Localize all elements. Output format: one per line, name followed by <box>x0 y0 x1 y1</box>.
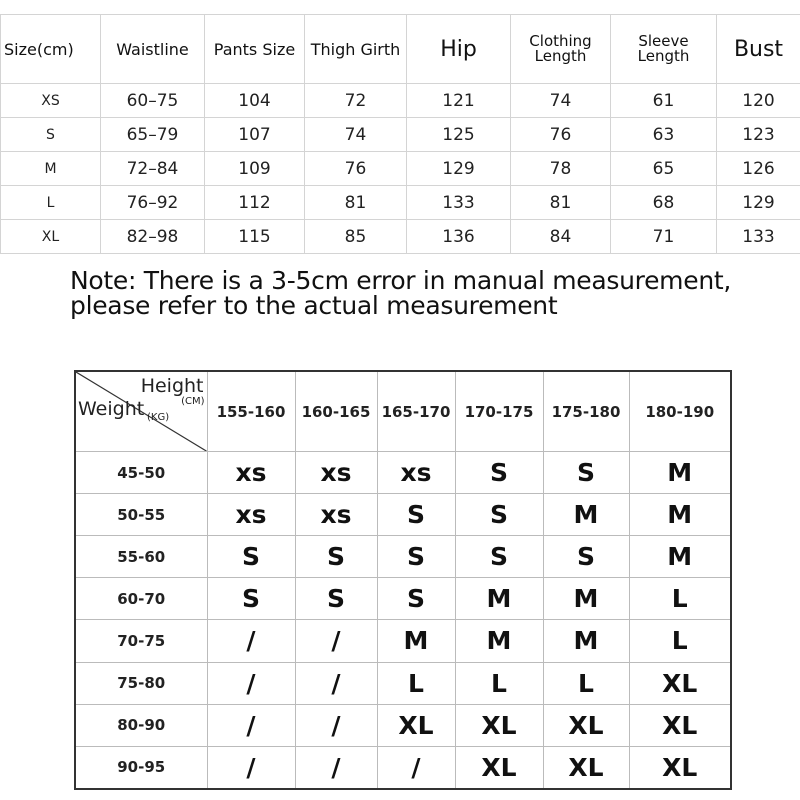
size-label: L <box>1 186 101 220</box>
measurement-cell: 68 <box>611 186 717 220</box>
recommended-size-cell: L <box>455 662 543 704</box>
corner-weight-label: Weight <box>78 398 145 420</box>
measurement-cell: 63 <box>611 118 717 152</box>
recommended-size-cell: S <box>295 578 377 620</box>
corner-height-label: Height <box>140 375 204 397</box>
weight-row <box>75 578 731 620</box>
recommended-size-cell: S <box>207 578 295 620</box>
weight-row <box>75 662 731 704</box>
measurement-cell: 72 <box>305 84 407 118</box>
recommended-size-cell: S <box>455 494 543 536</box>
header-thigh-girth: Thigh Girth <box>305 15 407 84</box>
measurement-cell: 76 <box>511 118 611 152</box>
size-chart-table <box>0 14 800 254</box>
recommended-size-cell: / <box>377 746 455 789</box>
size-label: XL <box>1 220 101 254</box>
size-row <box>1 84 800 118</box>
measurement-cell: 76–92 <box>101 186 205 220</box>
header-clothing-length: Clothing Length <box>511 15 611 84</box>
recommended-size-cell: S <box>455 536 543 578</box>
weight-height-chart <box>74 370 730 790</box>
measurement-cell: 129 <box>407 152 511 186</box>
measurement-cell: 74 <box>511 84 611 118</box>
weight-label: 80-90 <box>75 704 207 746</box>
recommended-size-cell: / <box>295 620 377 662</box>
header-waistline: Waistline <box>101 15 205 84</box>
measurement-cell: 74 <box>305 118 407 152</box>
measurement-cell: 120 <box>717 84 800 118</box>
measurement-cell: 82–98 <box>101 220 205 254</box>
measurement-cell: 71 <box>611 220 717 254</box>
weight-label: 70-75 <box>75 620 207 662</box>
recommended-size-cell: M <box>455 578 543 620</box>
size-label: M <box>1 152 101 186</box>
measurement-cell: 60–75 <box>101 84 205 118</box>
weight-row <box>75 746 731 789</box>
weight-row <box>75 704 731 746</box>
measurement-cell: 78 <box>511 152 611 186</box>
size-chart-corner: Size(cm) <box>1 15 101 84</box>
height-header: 160-165 <box>295 371 377 452</box>
height-header: 170-175 <box>455 371 543 452</box>
recommended-size-cell: M <box>543 578 629 620</box>
measurement-cell: 126 <box>717 152 800 186</box>
recommended-size-cell: xs <box>207 494 295 536</box>
recommended-size-cell: M <box>543 494 629 536</box>
measurement-cell: 123 <box>717 118 800 152</box>
recommended-size-cell: M <box>629 494 731 536</box>
recommended-size-cell: M <box>629 536 731 578</box>
recommended-size-cell: / <box>207 620 295 662</box>
size-label: XS <box>1 84 101 118</box>
recommended-size-cell: M <box>377 620 455 662</box>
header-pants-size: Pants Size <box>205 15 305 84</box>
recommended-size-cell: xs <box>295 494 377 536</box>
measurement-cell: 85 <box>305 220 407 254</box>
measurement-cell: 81 <box>511 186 611 220</box>
wh-header-row <box>75 371 731 452</box>
recommended-size-cell: / <box>207 704 295 746</box>
recommended-size-cell: / <box>207 746 295 789</box>
size-chart <box>0 14 800 254</box>
measurement-cell: 109 <box>205 152 305 186</box>
recommended-size-cell: XL <box>629 746 731 789</box>
note-line-1: Note: There is a 3-5cm error in manual measurement, <box>70 266 732 295</box>
weight-label: 50-55 <box>75 494 207 536</box>
recommended-size-cell: L <box>629 578 731 620</box>
recommended-size-cell: S <box>377 578 455 620</box>
recommended-size-cell: XL <box>629 662 731 704</box>
recommended-size-cell: S <box>543 536 629 578</box>
recommended-size-cell: xs <box>295 452 377 494</box>
measurement-cell: 65–79 <box>101 118 205 152</box>
recommended-size-cell: M <box>543 620 629 662</box>
recommended-size-cell: XL <box>543 704 629 746</box>
weight-row <box>75 452 731 494</box>
weight-height-table <box>74 370 732 790</box>
corner-weight-unit: (KG) <box>147 412 170 423</box>
recommended-size-cell: xs <box>377 452 455 494</box>
measurement-cell: 104 <box>205 84 305 118</box>
recommended-size-cell: XL <box>455 746 543 789</box>
height-header: 155-160 <box>207 371 295 452</box>
weight-row <box>75 536 731 578</box>
recommended-size-cell: XL <box>455 704 543 746</box>
measurement-cell: 133 <box>717 220 800 254</box>
recommended-size-cell: S <box>543 452 629 494</box>
weight-label: 55-60 <box>75 536 207 578</box>
recommended-size-cell: M <box>455 620 543 662</box>
recommended-size-cell: XL <box>377 704 455 746</box>
measurement-cell: 115 <box>205 220 305 254</box>
measurement-cell: 112 <box>205 186 305 220</box>
measurement-cell: 136 <box>407 220 511 254</box>
height-header: 165-170 <box>377 371 455 452</box>
weight-label: 60-70 <box>75 578 207 620</box>
recommended-size-cell: / <box>295 746 377 789</box>
recommended-size-cell: S <box>207 536 295 578</box>
wh-chart-body <box>75 452 731 789</box>
recommended-size-cell: S <box>455 452 543 494</box>
measurement-cell: 72–84 <box>101 152 205 186</box>
measurement-cell: 81 <box>305 186 407 220</box>
recommended-size-cell: / <box>207 662 295 704</box>
measurement-cell: 125 <box>407 118 511 152</box>
recommended-size-cell: XL <box>543 746 629 789</box>
size-row <box>1 152 800 186</box>
recommended-size-cell: xs <box>207 452 295 494</box>
size-row <box>1 186 800 220</box>
measurement-cell: 65 <box>611 152 717 186</box>
weight-label: 45-50 <box>75 452 207 494</box>
weight-label: 90-95 <box>75 746 207 789</box>
recommended-size-cell: L <box>377 662 455 704</box>
recommended-size-cell: S <box>295 536 377 578</box>
height-header: 180-190 <box>629 371 731 452</box>
measurement-cell: 61 <box>611 84 717 118</box>
size-chart-body <box>1 84 800 254</box>
recommended-size-cell: S <box>377 536 455 578</box>
wh-corner-cell <box>75 371 207 452</box>
recommended-size-cell: L <box>543 662 629 704</box>
header-sleeve-length: Sleeve Length <box>611 15 717 84</box>
measurement-cell: 76 <box>305 152 407 186</box>
recommended-size-cell: L <box>629 620 731 662</box>
height-header: 175-180 <box>543 371 629 452</box>
measurement-cell: 129 <box>717 186 800 220</box>
weight-row <box>75 620 731 662</box>
recommended-size-cell: M <box>629 452 731 494</box>
measurement-cell: 133 <box>407 186 511 220</box>
recommended-size-cell: / <box>295 704 377 746</box>
recommended-size-cell: XL <box>629 704 731 746</box>
measurement-cell: 107 <box>205 118 305 152</box>
size-row <box>1 118 800 152</box>
corner-height-unit: (CM) <box>181 396 205 407</box>
measurement-cell: 84 <box>511 220 611 254</box>
size-row <box>1 220 800 254</box>
weight-label: 75-80 <box>75 662 207 704</box>
weight-row <box>75 494 731 536</box>
note-line-2: please refer to the actual measurement <box>70 291 558 320</box>
recommended-size-cell: S <box>377 494 455 536</box>
header-hip: Hip <box>407 15 511 84</box>
measurement-note <box>70 268 790 318</box>
recommended-size-cell: / <box>295 662 377 704</box>
measurement-cell: 121 <box>407 84 511 118</box>
header-bust: Bust <box>717 15 800 84</box>
size-label: S <box>1 118 101 152</box>
size-chart-header-row <box>1 15 800 84</box>
